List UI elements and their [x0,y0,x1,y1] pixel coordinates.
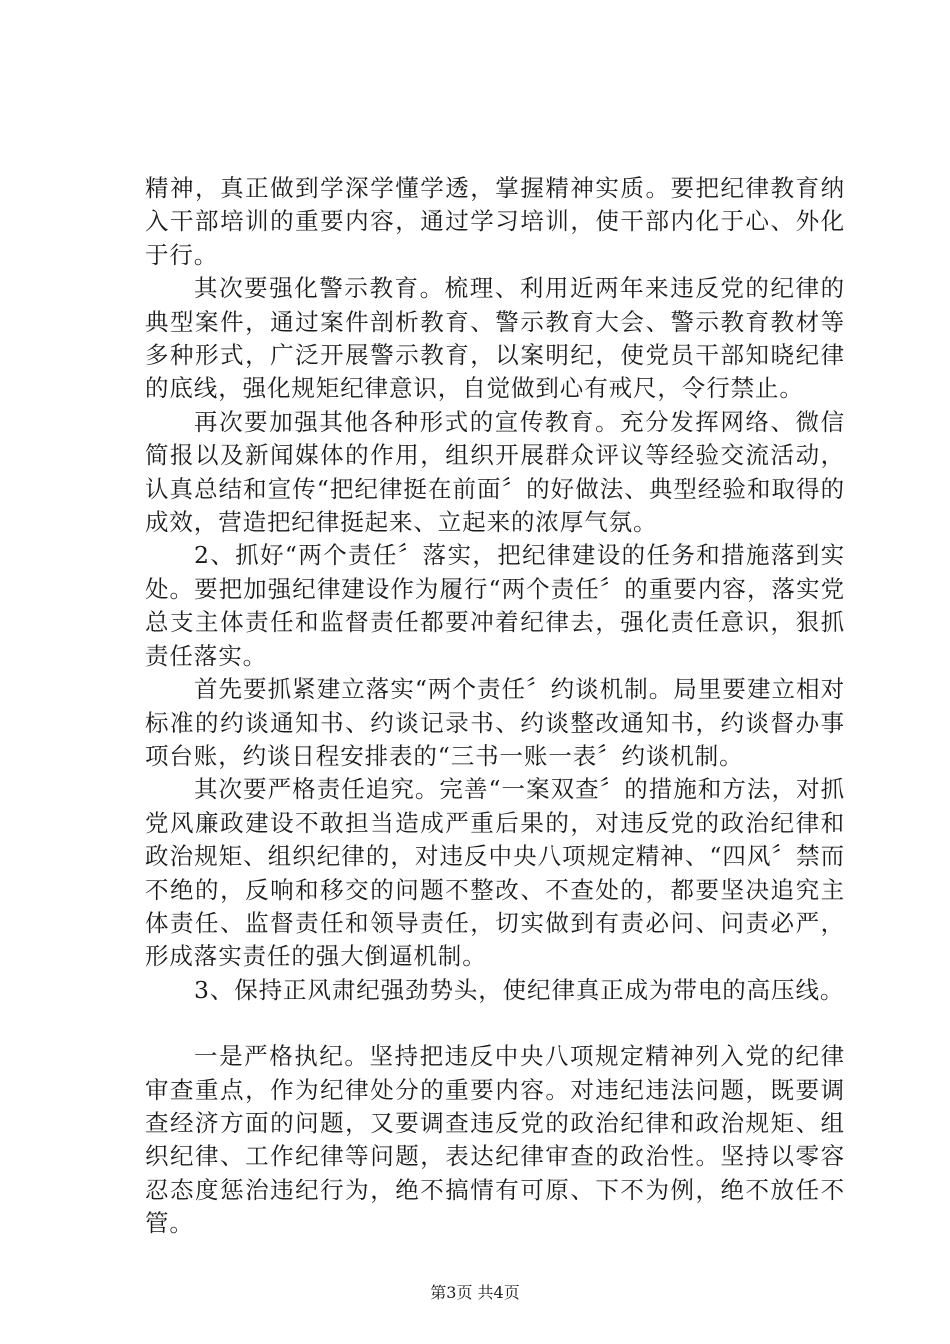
paragraph-8: 一是严格执纪。坚持把违反中央八项规定精神列入党的纪律审查重点，作为纪律处分的重要内容。对违纪违法问题，既要调查经济方面的问题，又要调查违反党的政治纪律和政治规矩、组织纪律、工作纪律等问题，表达纪律审查的政治性。坚持以零容忍态度惩治违纪行为，绝不搞情有可原、下不为例，绝不放任不管。 [145,1042,845,1238]
paragraph-spacer [145,1007,845,1040]
paragraph-1: 精神，真正做到学深学懂学透，掌握精神实质。要把纪律教育纳入干部培训的重要内容，通过学习培训，使干部内化于心、外化于行。 [145,174,845,269]
paragraph-7: 3、保持正风肃纪强劲势头，使纪律真正成为带电的高压线。 [194,975,845,1004]
paragraph-2: 其次要强化警示教育。梳理、利用近两年来违反党的纪律的典型案件，通过案件剖析教育、警示教育大会、警示教育教材等多种形式，广泛开展警示教育，以案明纪，使党员干部知晓纪律的底线，强化规矩纪律意识，自觉做到心有戒尺，令行禁止。 [145,274,845,403]
paragraph-5: 首先要抓紧建立落实“两个责任〞约谈机制。局里要建立相对标准的约谈通知书、约谈记录书、约谈整改通知书，约谈督办事项台账，约谈日程安排表的“三书一账一表〞约谈机制。 [145,675,845,770]
page-number-footer: 第3页 共4页 [430,1283,520,1302]
document-body [145,172,845,1241]
paragraph-6: 其次要严格责任追究。完善“一案双查〞的措施和方法，对抓党风廉政建设不敢担当造成严重后果的，对违反党的政治纪律和政治规矩、组织纪律的，对违反中央八项规定精神、“四风〞禁而不绝的，反响和移交的问题不整改、不查处的，都要坚决追究主体责任、监督责任和领导责任，切实做到有责必问、问责必严，形成落实责任的强大倒逼机制。 [145,775,845,971]
paragraph-3: 再次要加强其他各种形式的宣传教育。充分发挥网络、微信简报以及新闻媒体的作用，组织开展群众评议等经验交流活动，认真总结和宣传“把纪律挺在前面〞的好做法、典型经验和取得的成效，营造把纪律挺起来、立起来的浓厚气氛。 [145,407,845,537]
paragraph-4: 2、抓好“两个责任〞落实，把纪律建设的任务和措施落到实处。要把加强纪律建设作为履行“两个责任〞的重要内容，落实党总支主体责任和监督责任都要冲着纪律去，强化责任意识，狠抓责任落实。 [145,541,845,670]
